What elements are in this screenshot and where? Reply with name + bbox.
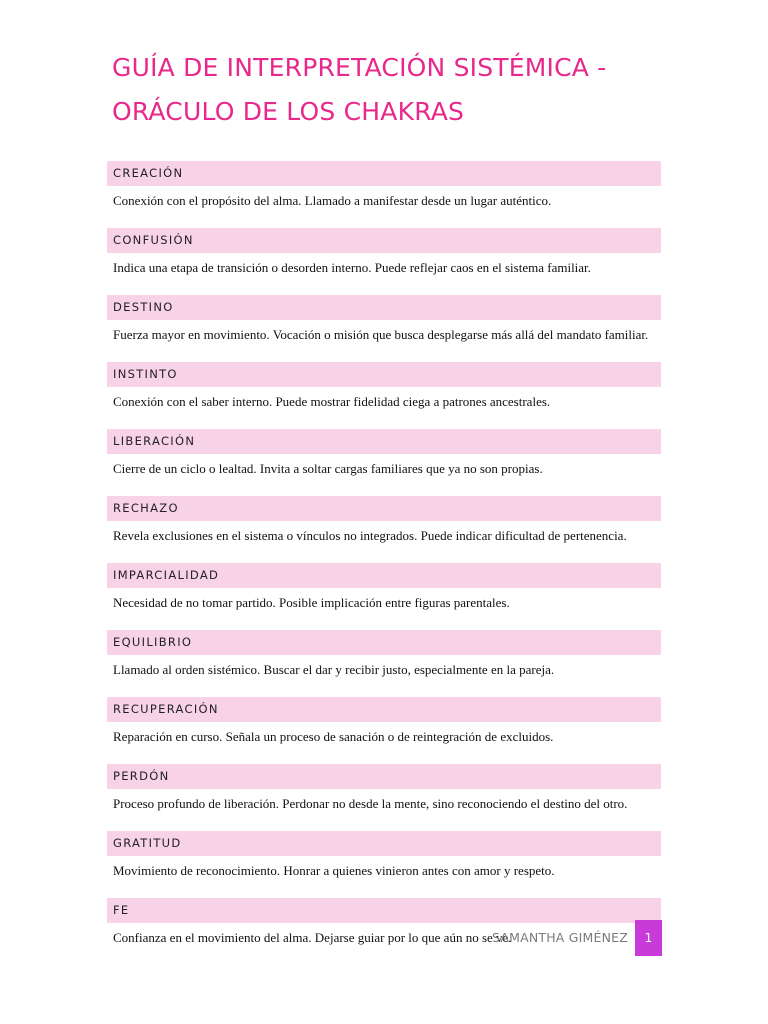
entry-term: INSTINTO [107, 362, 661, 387]
glossary-entry [107, 362, 661, 419]
glossary-entry [107, 831, 661, 888]
entry-description: Movimiento de reconocimiento. Honrar a quienes vinieron antes con amor y respeto. [113, 863, 555, 878]
entry-term: EQUILIBRIO [107, 630, 661, 655]
entry-term: LIBERACIÓN [107, 429, 661, 454]
entry-description: Confianza en el movimiento del alma. Dejarse guiar por lo que aún no se ve. [113, 930, 512, 945]
glossary-entry [107, 563, 661, 620]
glossary-entry [107, 496, 661, 553]
page-footer [430, 920, 662, 956]
entry-term: GRATITUD [107, 831, 661, 856]
entry-term: CONFUSIÓN [107, 228, 661, 253]
entry-term: PERDÓN [107, 764, 661, 789]
page-number-badge: 1 [635, 920, 662, 956]
entry-term: DESTINO [107, 295, 661, 320]
entry-description: Fuerza mayor en movimiento. Vocación o misión que busca desplegarse más allá del mandato familiar. [113, 327, 649, 342]
entry-term: RECUPERACIÓN [107, 697, 661, 722]
entry-description: Cierre de un ciclo o lealtad. Invita a soltar cargas familiares que ya no son propias. [113, 461, 543, 476]
entry-term: IMPARCIALIDAD [107, 563, 661, 588]
entry-description: Revela exclusiones en el sistema o vínculos no integrados. Puede indicar dificultad de pertenencia. [113, 528, 627, 543]
glossary-entry [107, 161, 661, 218]
entry-term: FE [107, 898, 661, 923]
document-title: GUÍA DE INTERPRETACIÓN SISTÉMICA - ORÁCULO DE LOS CHAKRAS [112, 53, 607, 126]
entry-description: Reparación en curso. Señala un proceso de sanación o de reintegración de excluidos. [113, 729, 554, 744]
entry-description: Llamado al orden sistémico. Buscar el dar y recibir justo, especialmente en la pareja. [113, 662, 555, 677]
glossary-list [107, 161, 661, 965]
glossary-entry [107, 429, 661, 486]
entry-term: RECHAZO [107, 496, 661, 521]
entry-description: Conexión con el propósito del alma. Llamado a manifestar desde un lugar auténtico. [113, 193, 552, 208]
entry-description: Proceso profundo de liberación. Perdonar no desde la mente, sino reconociendo el destino del otro. [113, 796, 628, 811]
glossary-entry [107, 764, 661, 821]
footer-author: SAMANTHA GIMÉNEZ [491, 930, 628, 945]
entry-term: CREACIÓN [107, 161, 661, 186]
glossary-entry [107, 295, 661, 352]
entry-description: Necesidad de no tomar partido. Posible implicación entre figuras parentales. [113, 595, 510, 610]
glossary-entry [107, 697, 661, 754]
entry-description: Indica una etapa de transición o desorden interno. Puede reflejar caos en el sistema familiar. [113, 260, 591, 275]
entry-description: Conexión con el saber interno. Puede mostrar fidelidad ciega a patrones ancestrales. [113, 394, 551, 409]
glossary-entry [107, 228, 661, 285]
glossary-entry [107, 630, 661, 687]
